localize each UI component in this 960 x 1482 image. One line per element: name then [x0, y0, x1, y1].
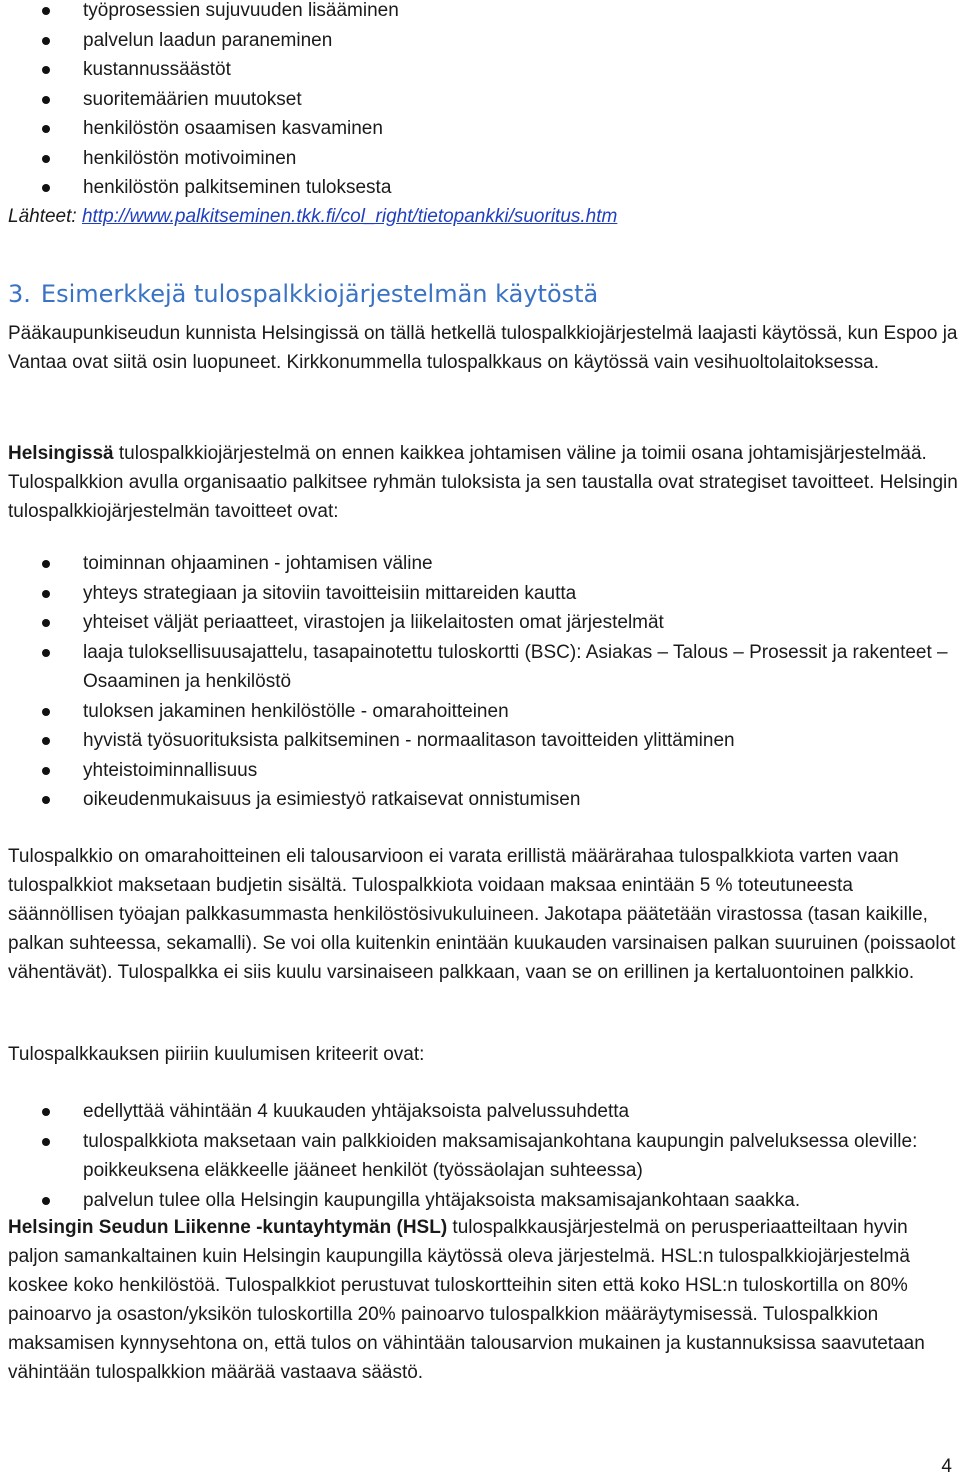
section-title: Esimerkkejä tulospalkkiojärjestelmän käytöstä	[40, 280, 599, 308]
list-item: henkilöstön osaamisen kasvaminen	[0, 114, 950, 144]
list-item: yhteys strategiaan ja sitoviin tavoitteisiin mittareiden kautta	[0, 579, 950, 609]
list-item: yhteiset väljät periaatteet, virastojen ja liikelaitosten omat järjestelmät	[0, 608, 950, 638]
list-item: suoritemäärien muutokset	[0, 85, 950, 115]
helsinki-text: tulospalkkiojärjestelmä on ennen kaikkea johtamisen väline ja toimii osana johtamisjärjestelmää. Tulospalkkion avulla organisaatio palkitsee ryhmän tuloksista ja sen taustalla ovat strategiset tavoitteet. Helsingin tulospalkkiojärjestelmän tavoitteet ovat:	[8, 443, 958, 522]
source-line	[0, 202, 960, 231]
source-label: Lähteet:	[8, 206, 77, 227]
list-item: oikeudenmukaisuus ja esimiestyö ratkaisevat onnistumisen	[0, 785, 950, 815]
hsl-bold: Helsingin Seudun Liikenne -kuntayhtymän (HSL)	[8, 1217, 448, 1238]
section-heading	[8, 280, 598, 308]
source-link[interactable]: http://www.palkitseminen.tkk.fi/col_right/tietopankki/suoritus.htm	[81, 206, 618, 227]
top-bullet-list	[0, 0, 950, 203]
goal-bullet-list	[0, 549, 950, 815]
hsl-text: tulospalkkausjärjestelmä on perusperiaatteiltaan hyvin paljon samankaltainen kuin Helsingin kaupungilla käytössä oleva järjestelmä. HSL:n tulospalkkiojärjestelmä koskee koko henkilöstöä. Tulospalkkiot perustuvat tuloskortteihin siten että koko HSL:n tuloskortilla on 80% painoarvo ja osaston/yksikön tuloskortilla 20% painoarvo tulospalkkion määräytymisessä. Tulospalkkion maksamisen kynnysehtona on, että tulos on vähintään talousarvion mukainen ja kustannuksissa saavutetaan vähintään tulospalkkion määrää vastaava säästö.	[8, 1217, 925, 1383]
list-item: hyvistä työsuorituksista palkitseminen - normaalitason tavoitteiden ylittäminen	[0, 726, 950, 756]
list-item: henkilöstön palkitseminen tuloksesta	[0, 173, 950, 203]
hsl-paragraph	[0, 1213, 960, 1387]
list-item: kustannussäästöt	[0, 55, 950, 85]
helsinki-paragraph	[0, 439, 960, 526]
section-number: 3.	[8, 280, 31, 308]
intro-paragraph: Pääkaupunkiseudun kunnista Helsingissä on tällä hetkellä tulospalkkiojärjestelmä laajasti käytössä, kun Espoo ja Vantaa ovat siitä osin luopuneet. Kirkkonummella tulospalkkaus on käytössä vain vesihuoltolaitoksessa.	[8, 323, 958, 373]
page-number: 4	[941, 1456, 952, 1477]
list-item: työprosessien sujuvuuden lisääminen	[0, 0, 950, 26]
helsinki-bold: Helsingissä	[8, 443, 114, 464]
criteria-intro: Tulospalkkauksen piiriin kuulumisen kriteerit ovat:	[8, 1044, 425, 1065]
list-item: palvelun laadun paraneminen	[0, 26, 950, 56]
list-item: tuloksen jakaminen henkilöstölle - omarahoitteinen	[0, 697, 950, 727]
list-item: edellyttää vähintään 4 kuukauden yhtäjaksoista palvelussuhdetta	[0, 1097, 950, 1127]
list-item: yhteistoiminnallisuus	[0, 756, 950, 786]
list-item: palvelun tulee olla Helsingin kaupungilla yhtäjaksoista maksamisajankohtaan saakka.	[0, 1186, 950, 1216]
list-item: henkilöstön motivoiminen	[0, 144, 950, 174]
list-item: toiminnan ohjaaminen - johtamisen väline	[0, 549, 950, 579]
funding-paragraph: Tulospalkkio on omarahoitteinen eli talousarvioon ei varata erillistä määrärahaa tulospalkkiota varten vaan tulospalkkiot maksetaan budjetin sisältä. Tulospalkkiota voidaan maksaa enintään 5 % toteutuneesta säännöllisen työajan palkkasummasta henkilöstösivukuluineen. Jakotapa päätetään virastossa (tasan kaikille, palkan suhteessa, sekamalli). Se voi olla kuitenkin enintään kuukauden varsinaisen palkan suuruinen (poissaolot vähentävät). Tulospalkka ei siis kuulu varsinaiseen palkkaan, vaan se on erillinen ja kertaluontoinen palkkio.	[8, 846, 956, 983]
list-item: laaja tuloksellisuusajattelu, tasapainotettu tuloskortti (BSC): Asiakas – Talous – Prosessit ja rakenteet – Osaaminen ja henkilöstö	[0, 638, 950, 697]
list-item: tulospalkkiota maksetaan vain palkkioiden maksamisajankohtana kaupungin palveluksessa oleville: poikkeuksena eläkkeelle jääneet henkilöt (työssäolajan suhteessa)	[0, 1127, 950, 1186]
criteria-bullet-list	[0, 1097, 950, 1215]
